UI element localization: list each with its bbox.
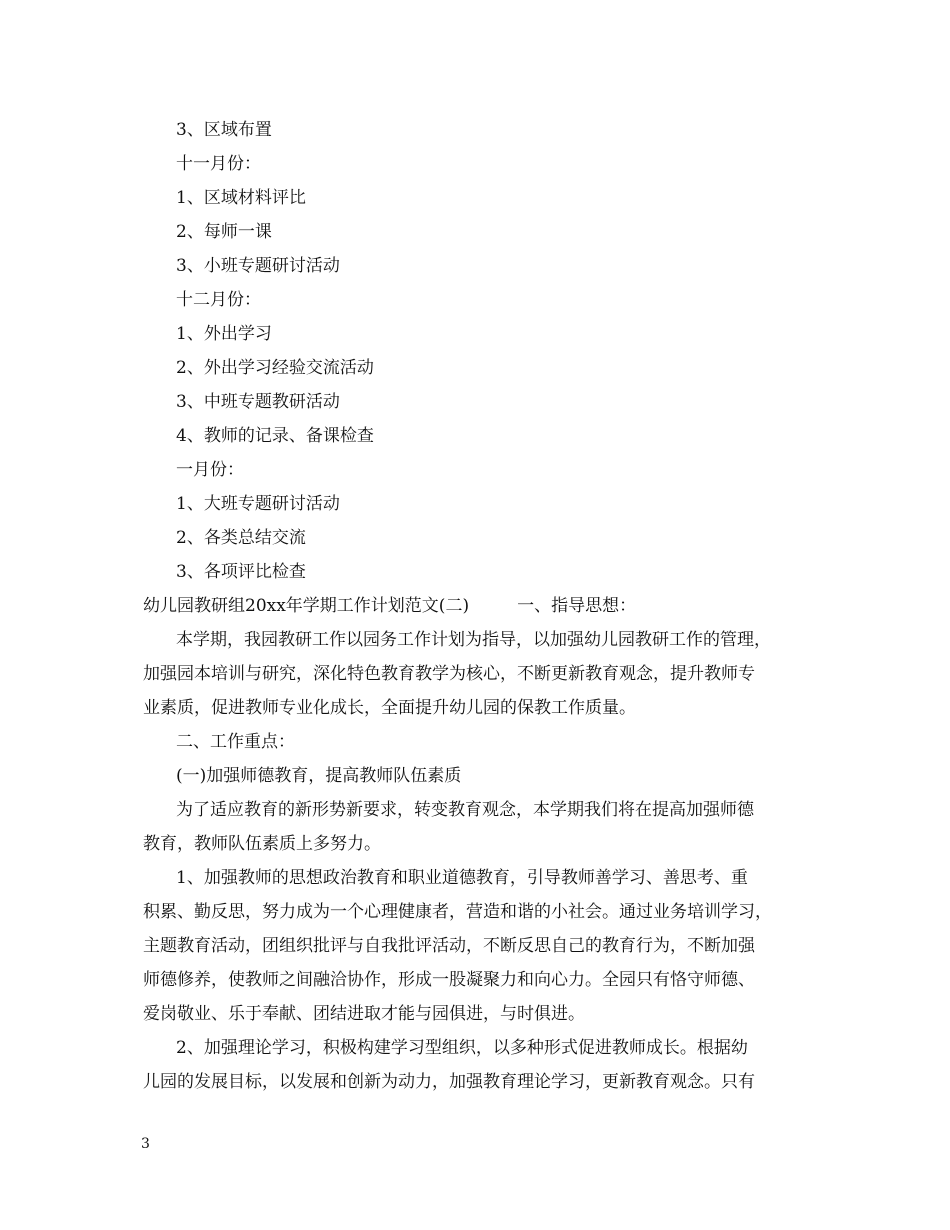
- list-item: 1、外出学习: [176, 324, 272, 344]
- paragraph-line: 本学期，我园教研工作以园务工作计划为指导，以加强幼儿园教研工作的管理，: [176, 630, 771, 650]
- paragraph-line: 爱岗敬业、乐于奉献、团结进取才能与园俱进，与时俱进。: [143, 1004, 585, 1024]
- list-item: 1、大班专题研讨活动: [176, 494, 340, 514]
- paragraph-line: 1、加强教师的思想政治教育和职业道德教育，引导教师善学习、善思考、重: [176, 868, 748, 888]
- paragraph-line: 为了适应教育的新形势新要求，转变教育观念，本学期我们将在提高加强师德: [176, 800, 754, 820]
- paragraph-line: 教育，教师队伍素质上多努力。: [143, 834, 381, 854]
- page-number: 3: [141, 1136, 150, 1152]
- list-item: 3、中班专题教研活动: [176, 392, 340, 412]
- paragraph-line: 业素质，促进教师专业化成长，全面提升幼儿园的保教工作质量。: [143, 698, 636, 718]
- list-item: 3、小班专题研讨活动: [176, 256, 340, 276]
- list-item: 3、各项评比检查: [176, 562, 306, 582]
- section-subheading: 一、指导思想：: [517, 596, 637, 616]
- paragraph-line: 儿园的发展目标，以发展和创新为动力，加强教育理论学习，更新教育观念。只有: [143, 1072, 755, 1092]
- month-heading: 一月份：: [176, 460, 244, 480]
- paragraph-line: 积累、勤反思，努力成为一个心理健康者，营造和谐的小社会。通过业务培训学习，: [143, 902, 772, 922]
- list-item: 2、外出学习经验交流活动: [176, 358, 374, 378]
- paragraph-line: 加强园本培训与研究，深化特色教育教学为核心，不断更新教育观念，提升教师专: [143, 664, 755, 684]
- list-item: 1、区域材料评比: [176, 188, 306, 208]
- section-heading: 幼儿园教研组20xx年学期工作计划范文(二): [143, 596, 470, 616]
- list-item: 2、每师一课: [176, 222, 272, 242]
- list-item: 4、教师的记录、备课检查: [176, 426, 374, 446]
- paragraph-line: 2、加强理论学习，积极构建学习型组织，以多种形式促进教师成长。根据幼: [176, 1038, 748, 1058]
- month-heading: 十二月份：: [176, 290, 261, 310]
- month-heading: 十一月份：: [176, 154, 261, 174]
- section-heading-key-points: 二、工作重点：: [176, 732, 295, 752]
- subsection-heading: (一)加强师德教育，提高教师队伍素质: [176, 766, 462, 786]
- list-item: 2、各类总结交流: [176, 528, 306, 548]
- paragraph-line: 师德修养，使教师之间融洽协作，形成一股凝聚力和向心力。全园只有恪守师德、: [143, 970, 755, 990]
- section-title: [143, 594, 636, 618]
- paragraph-line: 主题教育活动，团组织批评与自我批评活动，不断反思自己的教育行为，不断加强: [143, 936, 755, 956]
- list-item: 3、区域布置: [176, 120, 272, 140]
